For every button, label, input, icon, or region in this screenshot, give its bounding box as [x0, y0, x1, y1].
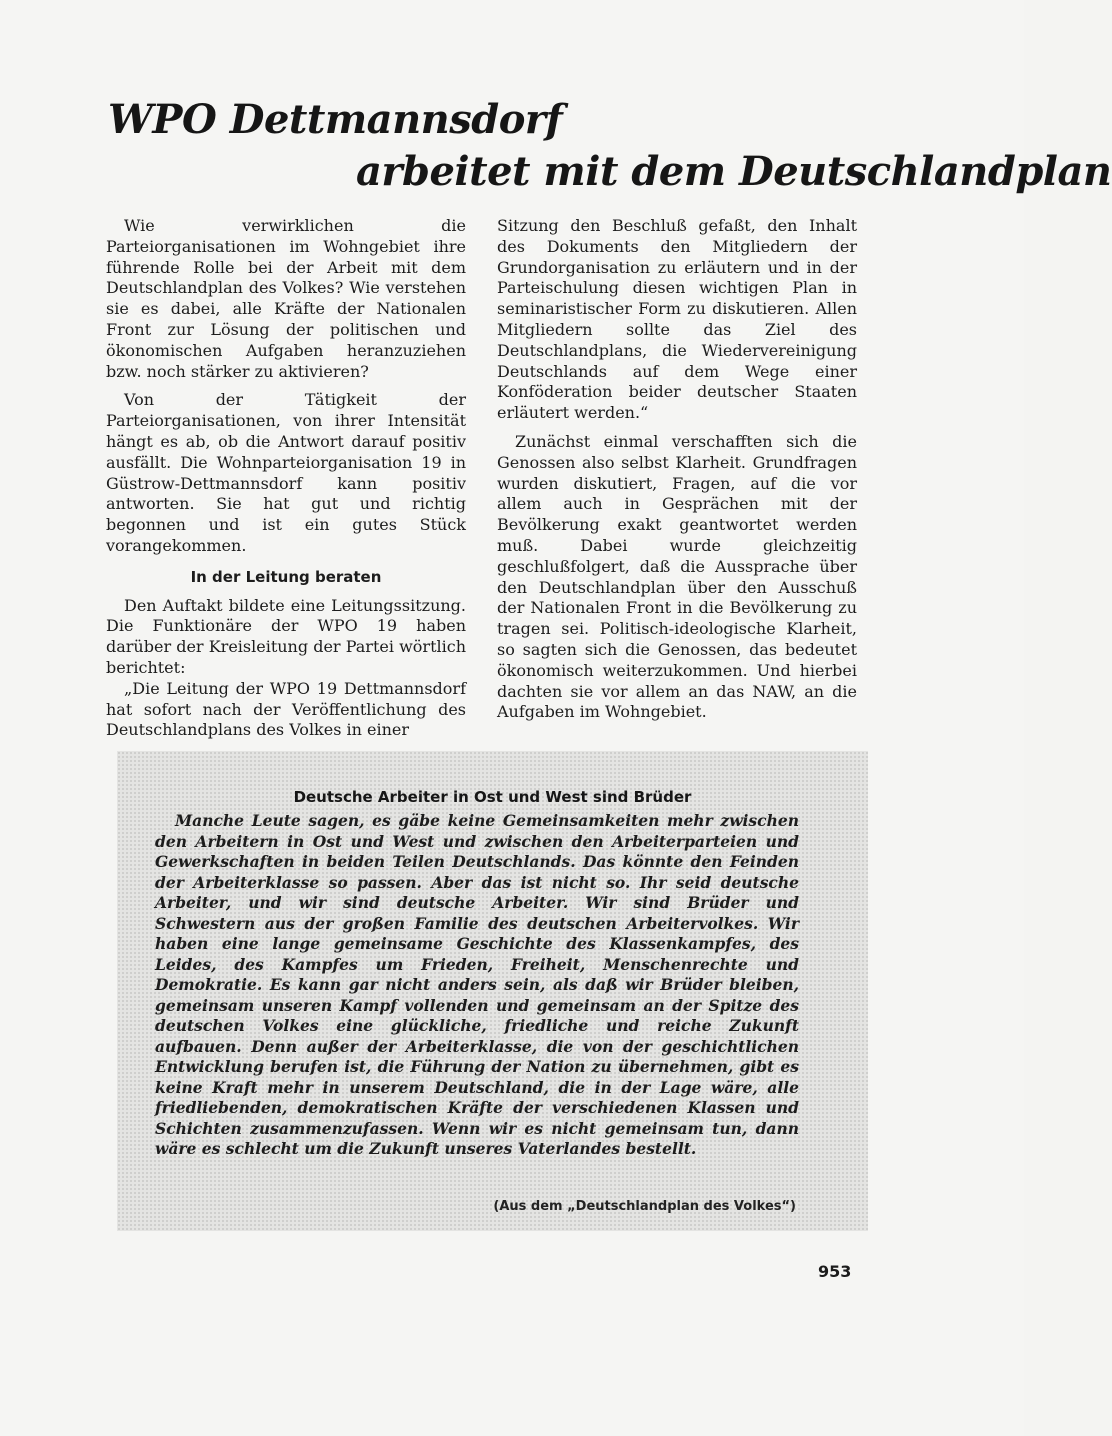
- left-column: [106, 216, 466, 749]
- left-paragraph-3: Den Auftakt bildete eine Leitungssitzung. Die Funktionäre der WPO 19 haben darüber der Kreisleitung der Partei wörtlich berichtet:: [106, 595, 466, 677]
- right-paragraph-2: Zunächst einmal verschafften sich die Genossen also selbst Klarheit. Grundfragen wurden diskutiert, Fragen, auf die vor allem auch in Gesprächen mit der Bevölkerung exakt geantwortet werden muß. Dabei wurde gleichzeitig geschlußfolgert, daß die Aussprache über den Deutschlandplan über den Ausschuß der Nationalen Front in die Bevölkerung zu tragen sei. Politisch-ideologische Klarheit, so sagten sich die Genossen, das bedeutet ökonomisch weiterzukommen. Und hierbei dachten sie vor allem an das NAW, an die Aufgaben im Wohngebiet.: [497, 431, 857, 722]
- left-paragraph-2: Von der Tätigkeit der Parteiorganisationen, von ihrer Intensität hängt es ab, ob die Antwort darauf positiv ausfällt. Die Wohnparteiorganisation 19 in Güstrow-Dettmannsdorf kann positiv antworten. Sie hat gut und richtig begonnen und ist ein gutes Stück vorangekommen.: [106, 390, 466, 555]
- right-paragraph-1: Sitzung den Beschluß gefaßt, den Inhalt des Dokuments den Mitgliedern der Grundorganisation zu erläutern und in der Parteischulung diesen wichtigen Plan in seminaristischer Form zu diskutieren. Allen Mitgliedern sollte das Ziel des Deutschlandplans, die Wiedervereinigung Deutschlands auf dem Wege einer Konföderation beider deutscher Staaten erläutert werden.“: [497, 216, 857, 423]
- quote-box: [117, 751, 868, 1231]
- left-paragraph-1: Wie verwirklichen die Parteiorganisationen im Wohngebiet ihre führende Rolle bei der Arbeit mit dem Deutschlandplan des Volkes? Wie verstehen sie es dabei, alle Kräfte der Nationalen Front zur Lösung der politischen und ökonomischen Aufgaben heranzuziehen bzw. noch stärker zu aktivieren?: [106, 216, 466, 381]
- quote-box-source: (Aus dem „Deutschlandplan des Volkes“): [493, 1199, 796, 1214]
- quote-box-title: Deutsche Arbeiter in Ost und West sind Brüder: [293, 788, 692, 806]
- quote-box-text: Manche Leute sagen, es gäbe keine Gemeinsamkeiten mehr zwischen den Arbeitern in Ost und West und zwischen den Arbeiterparteien und Gewerkschaften in beiden Teilen Deutschlands. Das könnte den Feinden der Arbeiterklasse so passen. Aber das ist nicht so. Ihr seid deutsche Arbeiter, und wir sind deutsche Arbeiter. Wir sind Brüder und Schwestern aus der großen Familie des deutschen Arbeitervolkes. Wir haben eine lange gemeinsame Geschichte des Klassenkampfes, des Leides, des Kampfes um Frieden, Freiheit, Menschenrechte und Demokratie. Es kann gar nicht anders sein, als daß wir Brüder bleiben, gemeinsam unseren Kampf vollenden und gemeinsam an der Spitze des deutschen Volkes eine glückliche, friedliche und reiche Zukunft aufbauen. Denn außer der Arbeiterklasse, die von der geschichtlichen Entwicklung berufen ist, die Führung der Nation zu übernehmen, gibt es keine Kraft mehr in unserem Deutschland, die in der Lage wäre, alle friedliebenden, demokratischen Kräfte der verschiedenen Klassen und Schichten zusammenzufassen. Wenn wir es nicht gemeinsam tun, dann wäre es schlecht um die Zukunft unseres Vaterlandes bestellt.: [155, 811, 799, 1158]
- left-paragraph-4: „Die Leitung der WPO 19 Dettmannsdorf hat sofort nach der Veröffentlichung des Deutschlandplans des Volkes in einer: [106, 678, 466, 740]
- right-column: [497, 216, 857, 731]
- page-number: 953: [818, 1262, 852, 1281]
- headline-line-2: arbeitet mit dem Deutschlandplan: [356, 148, 1112, 195]
- subheading: In der Leitung beraten: [190, 567, 382, 586]
- headline-line-1: WPO Dettmannsdorf: [108, 96, 563, 143]
